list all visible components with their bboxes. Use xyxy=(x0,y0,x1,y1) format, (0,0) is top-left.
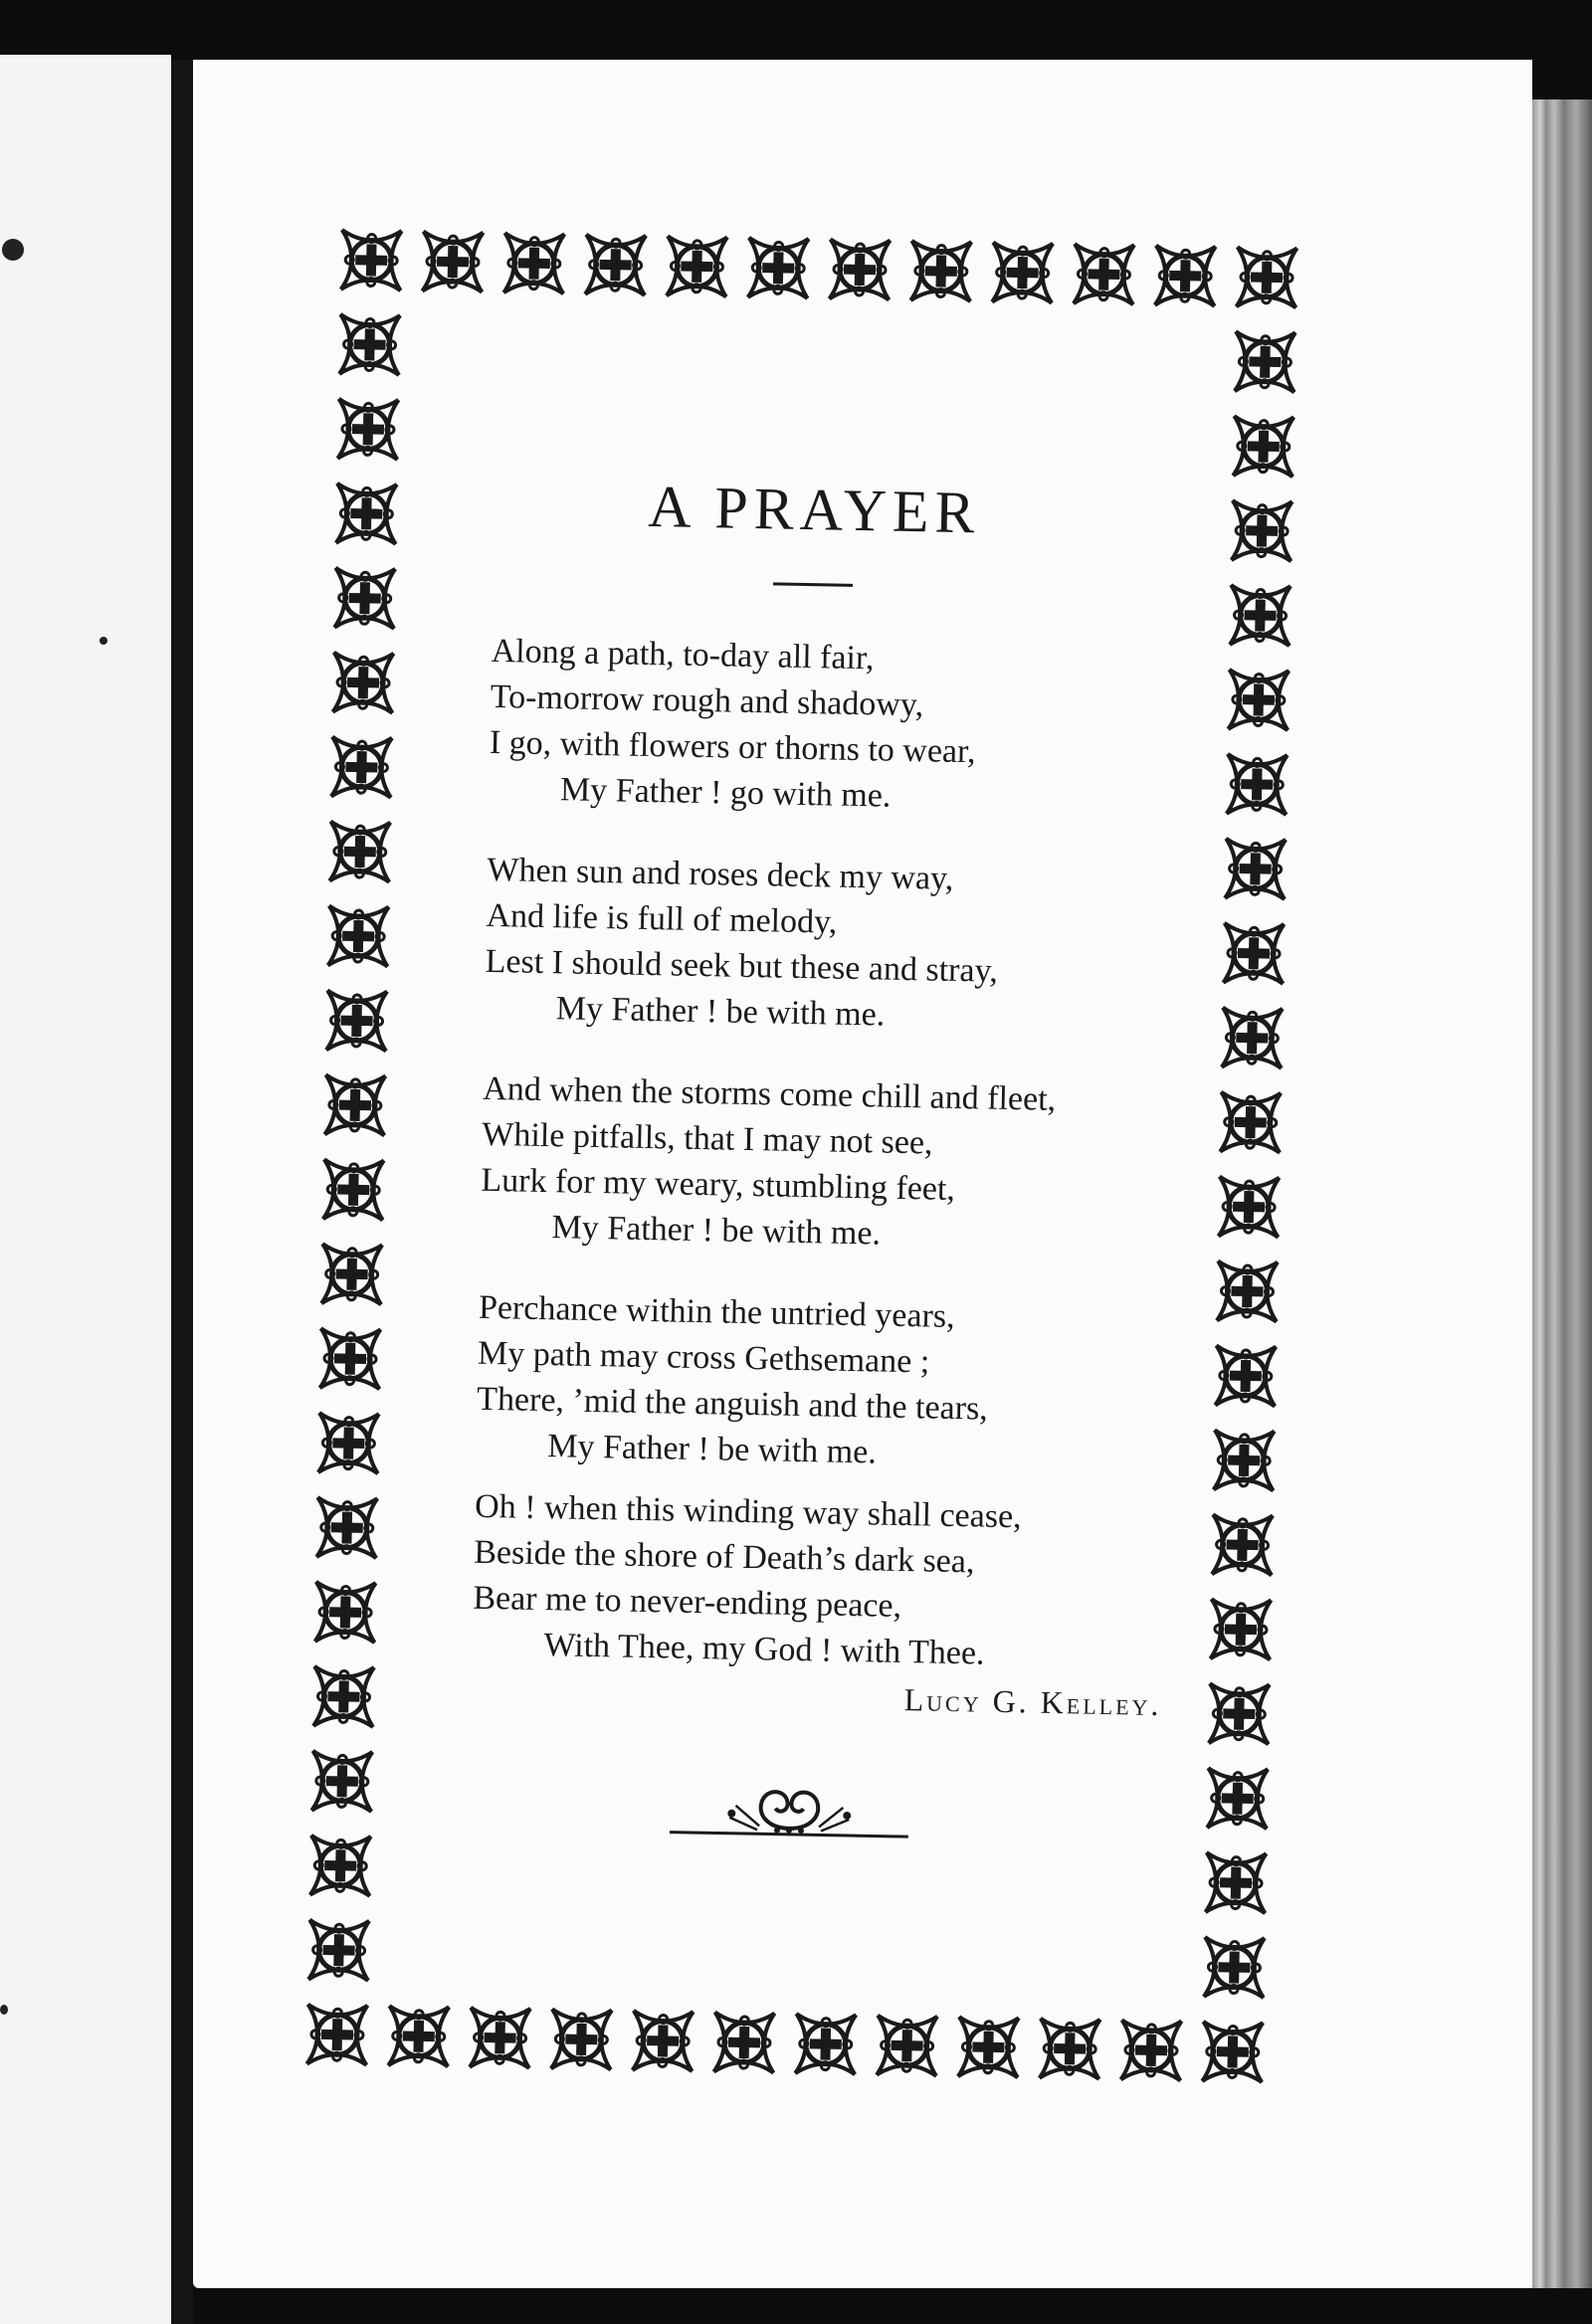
poem-line: And when the storms come chill and fleet, xyxy=(482,1069,1057,1118)
poem xyxy=(295,218,1309,2095)
poem-line: Perchance within the untried years, xyxy=(478,1288,955,1335)
poem-line: Bear me to never-ending peace, xyxy=(473,1579,902,1626)
poem-refrain: My Father ! go with me. xyxy=(559,771,892,815)
stanza-3 xyxy=(480,1066,1199,1263)
stanza-1 xyxy=(489,629,1208,826)
poem-title: A PRAYER xyxy=(647,473,982,546)
stanza-5 xyxy=(472,1484,1191,1681)
scroll-ornament-icon xyxy=(670,1777,909,1851)
poem-line: To-morrow rough and shadowy, xyxy=(490,678,924,724)
book-gutter xyxy=(171,60,193,2324)
poem-line: When sun and roses deck my way, xyxy=(487,851,954,897)
poem-refrain: My Father ! be with me. xyxy=(546,1428,878,1471)
poem-line: Lest I should seek but these and stray, xyxy=(485,942,999,990)
stanza-4 xyxy=(476,1285,1195,1482)
author-signature: Lucy G. Kelley. xyxy=(903,1681,1162,1723)
ink-spot xyxy=(100,637,107,645)
title-rule xyxy=(773,582,853,587)
poem-line: Oh ! when this winding way shall cease, xyxy=(474,1487,1022,1536)
ink-spot xyxy=(0,2005,8,2015)
poem-line: I go, with flowers or thorns to wear, xyxy=(489,723,976,771)
poem-refrain: My Father ! be with me. xyxy=(555,990,886,1034)
poem-line: And life is full of melody, xyxy=(486,896,838,941)
stanza-2 xyxy=(484,848,1203,1045)
poem-line: Along a path, to-day all fair, xyxy=(491,632,875,678)
poem-refrain: My Father ! be with me. xyxy=(551,1209,882,1253)
page-edges xyxy=(1532,99,1592,2288)
poem-line: While pitfalls, that I may not see, xyxy=(482,1115,933,1162)
poem-line: Beside the shore of Death’s dark sea, xyxy=(473,1533,975,1581)
poem-line: There, ’mid the anguish and the tears, xyxy=(476,1380,989,1428)
ink-spot xyxy=(2,239,24,261)
facing-page xyxy=(0,55,171,2324)
poem-frame xyxy=(295,218,1309,2095)
poem-refrain: With Thee, my God ! with Thee. xyxy=(543,1627,985,1672)
poem-line: My path may cross Gethsemane ; xyxy=(477,1334,930,1381)
poem-line: Lurk for my weary, stumbling feet, xyxy=(481,1161,956,1208)
